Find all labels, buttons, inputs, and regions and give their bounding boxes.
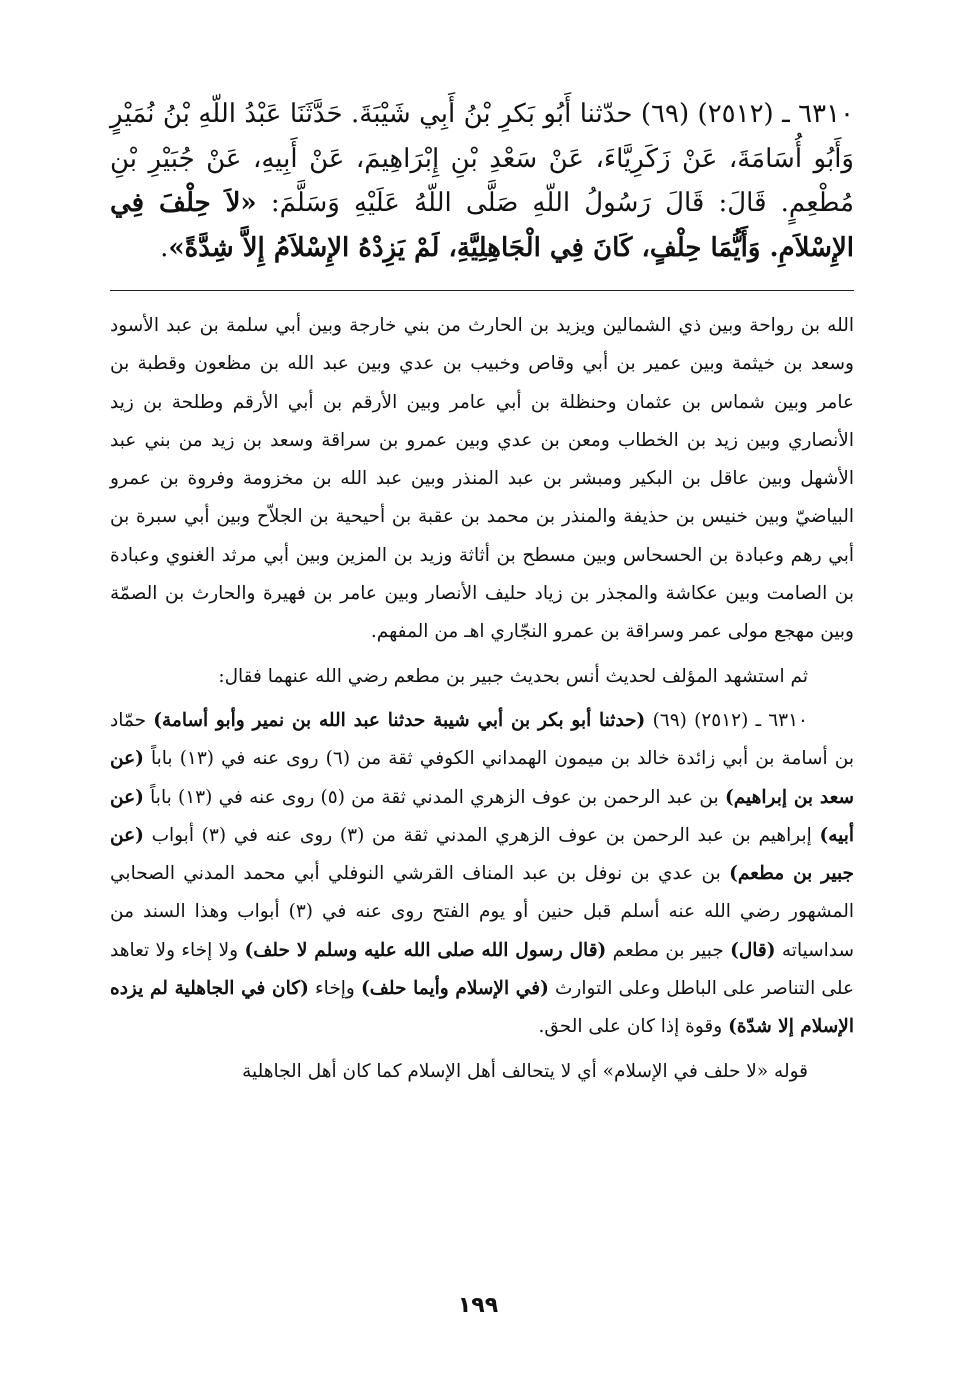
hadith-end: . <box>160 232 169 263</box>
explanation-text: حمّاد بن أسامة بن أبي زائدة خالد بن ميمون الهمداني الكوفي ثقة من (٦) روى عنه في (١٣) باباً <box>110 709 855 770</box>
commentary-paragraph-1: الله بن رواحة وبين ذي الشمالين ويزيد بن الحارث من بني خارجة وبين أبي سلمة بن عبد الأسود وسعد بن خيثمة وبين عمير بن أبي وقاص وخبيب بن عدي وبين عبد الله بن مظعون وقطبة بن عامر وبين شماس بن عثمان وحنظلة بن أبي عامر وبين الأرقم بن أبي الأرقم وطلحة بن زيد الأنصاري وبين زيد بن الخطاب ومعن بن عدي وبين عمرو بن سراقة وسعد بن زيد من بني عبد الأشهل وبين عاقل بن البكير ومبشر بن عبد المنذر وبين عبد الله بن مخزومة وفروة بن عمرو البياضيّ وبين خنيس بن حذيفة والمنذر بن محمد بن عقبة بن أحيحية بن الجلاّح وبين أبي سبرة بن أبي رهم وعبادة بن الحسحاس وبين مسطح بن أثاثة وزيد بن المزين وبين أبي مرثد الغنوي وعبادة بن الصامت وبين عكاشة والمجذر بن زياد حليف الأنصار وبين عامر بن فهيرة والحارث بن الصمّة وبين مهجع مولى عمر وسراقة بن عمرو النجّاري اهـ من المفهم. <box>110 315 854 643</box>
explanation-text: بن عبد الرحمن بن عوف الزهري المدني ثقة من (٥) روى عنه في (١٣) باباً <box>150 786 719 808</box>
hadith-number: ٦٣١٠ ـ (٢٥١٢) (٦٩) <box>640 99 854 129</box>
explanation-text: وإخاء <box>314 978 355 1000</box>
commentary-paragraph-2: ثم استشهد المؤلف لحديث أنس بحديث جبير بن مطعم رضي الله عنهما فقال: <box>218 665 808 687</box>
footnote-divider <box>110 290 854 291</box>
explanation-text: إبراهيم بن عبد الرحمن بن عوف الزهري المدني ثقة من (٣) روى عنه في (٣) أبواب <box>151 824 812 846</box>
quoted-text: (عن جبير بن مطعم) <box>110 824 854 885</box>
explanation-text: بن عدي بن نوفل بن عبد المناف القرشي النوفلي أبي محمد المدني الصحابي المشهور رضي الله عنه أسلم قبل حنين أو يوم الفتح روى عنه في (٣) أبواب وهذا السند من سداسياته <box>110 863 855 961</box>
commentary-paragraph-3 <box>110 702 854 1047</box>
quoted-text: (عن أبيه) <box>110 786 855 846</box>
quoted-text: (عن سعد بن إبراهيم) <box>110 748 855 808</box>
explanation-text: ولا إخاء ولا تعاهد على التناصر على الباطل وعلى التوارث <box>110 939 855 1000</box>
hadith-matn: «لاَ حِلْفَ فِي الإِسْلاَمِ. وَأَيُّمَا حِلْفٍ، كَانَ فِي الْجَاهِلِيَّةِ، لَمْ يَزِدْهُ الإِسْلاَمُ إِلاَّ شِدَّةً» <box>110 188 854 263</box>
commentary-paragraph-4: قوله «لا حلف في الإسلام» أي لا يتحالف أهل الإسلام كما كان أهل الجاهلية <box>242 1060 808 1082</box>
hadith-isnad: حدّثنا أَبُو بَكرِ بْنُ أَبِي شَيْبَةَ. حَدَّثَنَا عَبْدُ اللّهِ بْنُ نُمَيْرٍ وَأَبُو أُسَامَةَ، عَنْ زَكَرِيَّاءَ، عَنْ سَعْدِ بْنِ إِبْرَاهِيمَ، عَنْ أَبِيهِ، عَنْ جُبَيْرِ بْنِ مُطْعِمٍ. قَالَ: قَالَ رَسُولُ اللّهِ صَلَّى اللّهُ عَلَيْهِ وَسَلَّمَ: <box>110 99 855 218</box>
quoted-text: (في الإسلام وأيما حلف) <box>361 978 549 1000</box>
quoted-text: (حدثنا أبو بكر بن أبي شيبة حدثنا عبد الله بن نمير وأبو أسامة) <box>153 709 646 731</box>
page-number: ١٩٩ <box>457 1293 499 1318</box>
quoted-text: (قال) <box>730 939 776 961</box>
explanation-text: جبير بن مطعم <box>612 939 724 961</box>
page-body <box>110 92 854 1091</box>
commentary <box>110 307 854 1091</box>
explanation-text: وقوة إذا كان على الحق. <box>538 1016 723 1038</box>
quoted-text: (قال رسول الله صلى الله عليه وسلم لا حلف) <box>244 939 607 961</box>
hadith-text <box>110 92 854 270</box>
quoted-text: (كان في الجاهلية لم يزده الإسلام إلا شدّة) <box>110 978 854 1038</box>
hadith-number-ref: ٦٣١٠ ـ (٢٥١٢) (٦٩) <box>652 709 808 731</box>
